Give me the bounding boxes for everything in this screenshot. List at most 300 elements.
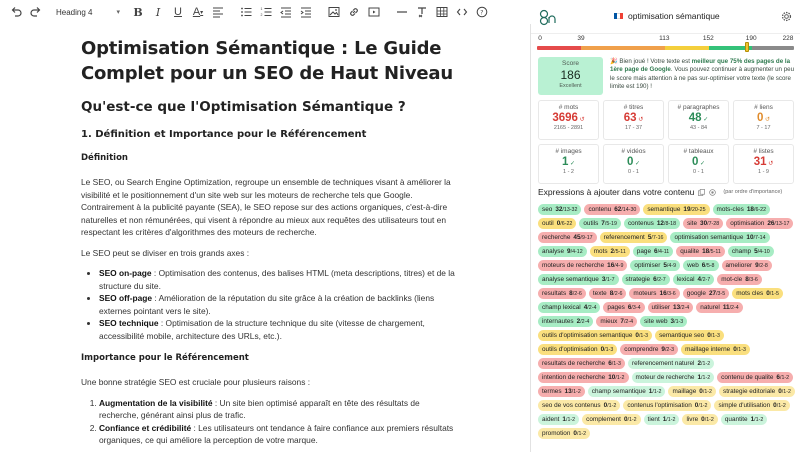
expression-count: 62 <box>614 206 622 213</box>
expression-count: 0 <box>600 346 605 353</box>
check-icon: ✓ <box>568 161 576 167</box>
expression-term: site web <box>644 318 668 325</box>
metric-value-number: 1 <box>561 156 569 168</box>
expression-range: /1-7 <box>605 277 615 283</box>
seo-panel <box>531 0 800 452</box>
editor-toolbar <box>0 0 530 24</box>
expression-count: 10 <box>608 374 616 381</box>
list-item[interactable] <box>99 422 461 447</box>
expression-count: 0 <box>733 346 737 353</box>
expression-range: /1-2 <box>702 389 712 395</box>
expression-count: 7 <box>620 318 624 325</box>
metric-label: # mots <box>558 104 579 111</box>
expression-term: recherche <box>542 234 571 241</box>
expression-chip[interactable] <box>670 232 769 243</box>
metric-card <box>733 144 794 184</box>
heading-select[interactable] <box>54 3 122 21</box>
expression-count: 2 <box>576 318 581 325</box>
scale-tick-label: 228 <box>782 35 794 42</box>
expression-chip[interactable] <box>538 428 590 439</box>
redo-icon[interactable] <box>26 2 46 22</box>
score-status: Excellent <box>559 83 582 89</box>
horizontal-rule-icon[interactable] <box>392 2 412 22</box>
expression-chip[interactable] <box>538 302 600 313</box>
expression-chip[interactable] <box>538 330 652 341</box>
expression-term: outils d'optimisation semantique <box>542 332 633 339</box>
metric-card <box>668 100 729 140</box>
expression-count: 11 <box>722 304 730 311</box>
expression-chip[interactable] <box>632 372 715 383</box>
metric-range: 0 - 1 <box>692 169 704 175</box>
expression-chip[interactable] <box>538 386 585 397</box>
expression-count: 12 <box>656 220 664 227</box>
list-item[interactable] <box>99 267 461 292</box>
undo-icon[interactable] <box>6 2 26 22</box>
expression-chip[interactable] <box>590 246 630 257</box>
underline-icon[interactable]: U <box>174 6 182 18</box>
expression-range: /8-18 <box>663 221 677 227</box>
expression-term: champ semantique <box>591 388 646 395</box>
italic-icon[interactable]: I <box>155 5 161 19</box>
expression-chip[interactable] <box>633 246 673 257</box>
metric-label: # images <box>555 148 582 155</box>
score-box <box>538 57 603 95</box>
metrics-grid <box>538 100 794 184</box>
seo-axes-list[interactable] <box>99 267 461 342</box>
expression-chip[interactable] <box>717 274 762 285</box>
expression-range: /1-2 <box>781 389 791 395</box>
expression-term: moteurs <box>633 290 657 297</box>
expression-chip[interactable] <box>579 218 621 229</box>
expression-chip[interactable] <box>721 414 767 425</box>
text-color-icon[interactable]: A ▾ <box>192 6 204 18</box>
expression-term: mot-cle <box>721 276 743 283</box>
numbered-list-icon[interactable] <box>256 2 276 22</box>
expression-term: maillage <box>672 388 697 395</box>
scale-tick-label: 39 <box>577 35 585 42</box>
expression-term: referencement <box>603 234 645 241</box>
metric-label: # paragraphes <box>677 104 720 111</box>
expression-count: 0 <box>603 402 608 409</box>
expression-chip[interactable] <box>538 372 629 383</box>
expression-chip[interactable] <box>624 218 680 229</box>
indent-icon[interactable] <box>296 2 316 22</box>
expression-term: moteurs de recherche <box>542 262 605 269</box>
expression-term: quantite <box>724 416 748 423</box>
metric-range: 2165 - 2891 <box>553 125 584 131</box>
expression-range: /5-11 <box>614 249 626 255</box>
expression-chip[interactable] <box>538 274 619 285</box>
metric-value-number: 63 <box>623 112 637 124</box>
expression-range: /1-3 <box>710 333 720 339</box>
expression-chip[interactable] <box>717 372 793 383</box>
expression-chip[interactable] <box>538 260 627 271</box>
help-icon[interactable] <box>472 2 492 22</box>
expressions-list <box>538 204 798 439</box>
target-keyword[interactable] <box>614 11 720 21</box>
expression-range: /4-10 <box>757 249 770 255</box>
expression-term: internautes <box>542 318 574 325</box>
expression-count: 2 <box>610 248 615 255</box>
expression-term: contenu <box>588 206 612 213</box>
metric-card <box>538 144 599 184</box>
expression-count: 1 <box>697 374 702 381</box>
expression-term: resultats de recherche <box>542 360 606 367</box>
expression-count: 0 <box>766 290 770 297</box>
app-logo-icon <box>538 8 556 26</box>
france-flag-icon <box>614 13 623 19</box>
expression-range: /5-19 <box>604 221 617 227</box>
scale-tick-label: 113 <box>659 35 670 42</box>
expression-chip[interactable] <box>683 288 729 299</box>
scale-tick-label: 190 <box>745 35 757 42</box>
expression-term: intention de recherche <box>542 374 606 381</box>
metric-value <box>734 112 793 124</box>
refresh-icon: ↺ <box>763 117 771 123</box>
expression-term: semantique seo <box>659 332 705 339</box>
expression-count: 5 <box>663 262 667 269</box>
metric-value <box>604 156 663 168</box>
expression-term: analyse <box>542 248 565 255</box>
expression-chip[interactable] <box>668 386 716 397</box>
metric-card <box>603 100 664 140</box>
expression-range: /3-4 <box>631 305 641 311</box>
expression-chip[interactable] <box>600 232 668 243</box>
metric-value <box>539 156 598 168</box>
score-label: Score <box>562 60 579 67</box>
expression-chip[interactable] <box>589 288 627 299</box>
score-message <box>610 58 796 92</box>
list-item-desc: : Un site bien optimisé apparaît en tête des résultats de recherche, générant ainsi plus de trafic. <box>99 397 420 420</box>
expression-term: outils <box>583 220 599 227</box>
expression-chip[interactable] <box>584 204 640 215</box>
expression-chip[interactable] <box>538 204 581 215</box>
expression-chip[interactable] <box>603 302 644 313</box>
expression-count: 13 <box>673 304 681 311</box>
expression-count: 9 <box>661 346 665 353</box>
align-icon[interactable] <box>208 2 228 22</box>
expression-term: contenu de qualite <box>721 374 774 381</box>
video-icon[interactable] <box>364 2 384 22</box>
expression-count: 6 <box>627 304 632 311</box>
expression-chip[interactable] <box>538 232 597 243</box>
expression-term: referencement naturel <box>631 360 695 367</box>
expression-range: /1-2 <box>701 375 711 381</box>
expression-range: /2-4 <box>587 305 597 311</box>
expression-count: 6 <box>653 276 657 283</box>
expression-term: optimiser <box>634 262 661 269</box>
expression-range: /2-4 <box>623 319 634 325</box>
heading-select-value: Heading 4 <box>56 7 93 17</box>
expression-range: /4-9 <box>614 263 624 269</box>
heading-3[interactable]: 1. Définition et Importance pour le Référencement <box>81 129 367 140</box>
expression-range: /4-11 <box>657 249 670 255</box>
expression-chip[interactable] <box>683 218 723 229</box>
expression-chip[interactable] <box>732 288 783 299</box>
expression-count: 0 <box>573 430 577 437</box>
expression-count: 27 <box>708 290 717 297</box>
bullet-list-icon[interactable] <box>236 2 256 22</box>
scale-tick-label: 152 <box>702 35 714 42</box>
expression-range: /1-3 <box>736 347 746 353</box>
expression-count: 16 <box>607 262 615 269</box>
list-item[interactable] <box>99 397 461 422</box>
expression-count: 0 <box>699 388 703 395</box>
expression-count: 7 <box>601 220 605 227</box>
expression-count: 19 <box>683 206 691 213</box>
expression-term: qualite <box>680 248 700 255</box>
expression-term: resultats <box>542 290 567 297</box>
expression-range: /2-8 <box>758 263 768 269</box>
expression-chip[interactable] <box>655 330 724 341</box>
expression-range: /1-2 <box>698 403 708 409</box>
expression-chip[interactable] <box>676 246 725 257</box>
expression-count: 8 <box>745 276 749 283</box>
paragraph[interactable]: Une bonne stratégie SEO est cruciale pour plusieurs raisons : <box>81 377 311 387</box>
expression-term: ameliorer <box>725 262 753 269</box>
toggle-icon[interactable] <box>709 189 716 196</box>
list-item-term: SEO technique <box>99 318 159 328</box>
expression-count: 8 <box>569 290 573 297</box>
expression-term: optimisation <box>730 220 765 227</box>
image-icon[interactable] <box>324 2 344 22</box>
score-value: 186 <box>560 68 581 82</box>
list-item-term: Confiance et crédibilité <box>99 422 192 433</box>
refresh-icon: ↺ <box>636 117 644 123</box>
expression-term: mieux <box>600 318 618 325</box>
table-icon[interactable] <box>432 2 452 22</box>
expression-count: 30 <box>700 220 708 227</box>
reasons-list[interactable] <box>99 397 461 447</box>
expression-chip[interactable] <box>722 260 772 271</box>
expression-term: google <box>686 290 706 297</box>
score-scale-bar <box>537 46 794 50</box>
metric-range: 1 - 2 <box>562 169 574 175</box>
expression-count: 1 <box>562 416 566 423</box>
metric-value-number: 31 <box>753 156 767 168</box>
expression-count: 13 <box>564 388 572 395</box>
expression-range: /2-3 <box>664 347 675 353</box>
expression-range: /3-6 <box>666 291 676 297</box>
expression-chip[interactable] <box>623 400 711 411</box>
expression-count: 6 <box>776 374 780 381</box>
expression-count: 0 <box>635 332 639 339</box>
heading-importance[interactable]: Importance pour le Référencement <box>81 353 249 363</box>
list-item[interactable] <box>99 317 461 342</box>
expression-count: 45 <box>573 234 581 241</box>
svg-text:1: 1 <box>260 7 263 11</box>
expression-term: web <box>687 262 699 269</box>
expression-range: /2-4 <box>729 305 739 311</box>
gear-icon[interactable] <box>781 11 792 22</box>
list-item-term: SEO off-page <box>99 293 153 303</box>
paragraph[interactable]: Le SEO peut se diviser en trois grands axes : <box>81 247 250 258</box>
metric-range: 43 - 84 <box>689 125 708 131</box>
svg-text:2: 2 <box>260 13 263 17</box>
metric-card <box>733 100 794 140</box>
expression-range: /9-17 <box>580 235 593 241</box>
expression-count: 9 <box>755 262 759 269</box>
expression-term: mots <box>593 248 608 255</box>
list-item-desc: : Optimisation des contenus, des balises HTML (meta descriptions, titres) et de la structure du site. <box>99 268 455 291</box>
expressions-header <box>538 187 798 197</box>
document-body[interactable] <box>81 36 461 452</box>
expression-range: /14-30 <box>621 207 637 213</box>
expression-chip[interactable] <box>538 414 579 425</box>
metric-card <box>668 144 729 184</box>
clear-format-icon[interactable] <box>412 2 432 22</box>
expression-range: /4-12 <box>570 249 583 255</box>
heading-2[interactable]: Qu'est-ce que l'Optimisation Sémantique ? <box>81 99 406 115</box>
expression-chip[interactable] <box>628 358 714 369</box>
expression-range: /1-2 <box>779 375 790 381</box>
bold-icon[interactable]: B <box>133 5 143 19</box>
expression-term: mots cles <box>736 290 764 297</box>
document-editor[interactable] <box>0 24 531 452</box>
expression-term: semantique <box>647 206 681 213</box>
expression-term: outils d'optimisation <box>542 346 598 353</box>
expression-count: 8 <box>609 290 614 297</box>
copy-icon[interactable] <box>698 189 705 196</box>
code-icon[interactable] <box>452 2 472 22</box>
expression-chip[interactable] <box>629 288 679 299</box>
metric-label: # titres <box>623 104 644 111</box>
expression-chip[interactable] <box>726 218 793 229</box>
list-item-desc: : Les utilisateurs ont tendance à faire confiance aux premiers résultats organiques, ce qui améliore la perception de votre marque. <box>99 422 454 445</box>
expression-term: mots-cles <box>716 206 744 213</box>
expression-count: 0 <box>778 388 782 395</box>
expression-range: /1-2 <box>576 431 587 437</box>
panel-header <box>531 0 800 34</box>
check-icon: ✓ <box>701 117 709 123</box>
expression-count: 2 <box>697 360 702 367</box>
metric-card <box>538 100 599 140</box>
refresh-icon: ↺ <box>577 117 585 123</box>
metric-value-number: 0 <box>626 156 634 168</box>
expression-chip[interactable] <box>640 316 687 327</box>
expression-count: 1 <box>662 416 667 423</box>
expression-range: /5-8 <box>705 263 715 269</box>
expression-range: /1-3 <box>638 333 649 339</box>
metric-value-number: 48 <box>688 112 702 124</box>
expression-chip[interactable] <box>538 358 625 369</box>
expression-range: /4-9 <box>666 263 677 269</box>
expression-range: /7-14 <box>753 235 766 241</box>
outdent-icon[interactable] <box>276 2 296 22</box>
expression-term: livre <box>686 416 699 423</box>
expression-range: /1-2 <box>607 403 617 409</box>
metric-value <box>734 156 793 168</box>
metric-value-number: 3696 <box>552 112 578 124</box>
svg-text:?: ? <box>480 9 484 17</box>
metric-label: # listes <box>753 148 774 155</box>
expression-term: naturel <box>700 304 720 311</box>
expression-chip[interactable] <box>682 414 717 425</box>
expression-chip[interactable] <box>644 414 680 425</box>
link-icon[interactable] <box>344 2 364 22</box>
metric-value <box>669 112 728 124</box>
document-title[interactable]: Optimisation Sémantique : Le Guide Complet pour un SEO de Haut Niveau <box>81 38 453 84</box>
expression-count: 26 <box>767 220 775 227</box>
expression-chip[interactable] <box>538 344 617 355</box>
expression-range: /1-2 <box>565 417 576 423</box>
expression-chip[interactable] <box>643 204 709 215</box>
expression-chip[interactable] <box>622 274 670 285</box>
expression-chip[interactable] <box>728 246 774 257</box>
expression-term: promotion <box>542 430 571 437</box>
expression-chip[interactable] <box>588 386 666 397</box>
expression-count: 1 <box>750 416 755 423</box>
expression-chip[interactable] <box>596 316 637 327</box>
expression-range: /1-2 <box>776 403 786 409</box>
paragraph[interactable]: Le SEO, ou Search Engine Optimization, regroupe un ensemble de techniques visant à améliorer la visibilité et le positionnement d'un site web sur les moteurs de recherche tels que Google. Contrairement à la publicité payante (SEA), le SEO repose sur des actions organiques, c'est-à-dire naturelles et non rémunérées, qui visent à répondre au mieux aux requêtes des utilisateurs tout en respectant les critères d'algorithmes des moteurs de recherche. <box>81 177 451 237</box>
expression-chip[interactable] <box>620 344 678 355</box>
metric-value <box>539 112 598 124</box>
expression-range: /1-2 <box>627 417 637 423</box>
expression-range: /1-3 <box>611 361 621 367</box>
expression-count: 16 <box>659 290 667 297</box>
scale-tick-label: 0 <box>538 35 542 42</box>
expression-chip[interactable] <box>714 400 789 411</box>
expression-count: 3 <box>670 318 675 325</box>
expression-chip[interactable] <box>648 302 694 313</box>
expression-chip[interactable] <box>538 400 620 411</box>
expression-term: simple d'utilisation <box>718 402 771 409</box>
expression-term: termes <box>542 388 562 395</box>
expression-range: /7-16 <box>651 235 664 241</box>
expression-count: 18 <box>746 206 754 213</box>
expression-term: outil <box>542 220 554 227</box>
expression-term: seo <box>542 206 553 213</box>
expression-chip[interactable] <box>538 316 593 327</box>
expression-term: page <box>636 248 651 255</box>
expression-term: site <box>687 220 698 227</box>
expression-chip[interactable] <box>538 246 587 257</box>
expression-term: pages <box>607 304 625 311</box>
metric-value <box>604 112 663 124</box>
expression-chip[interactable] <box>683 260 718 271</box>
expression-term: lexical <box>676 276 695 283</box>
expression-range: /2-7 <box>656 277 666 283</box>
expression-chip[interactable] <box>673 274 714 285</box>
chevron-down-icon: ▾ <box>116 9 120 16</box>
heading-definition[interactable]: Définition <box>81 153 128 163</box>
expression-range: /1-2 <box>666 417 676 423</box>
expression-term: optimisation semantique <box>674 234 744 241</box>
score-message-bold: meilleur que 75% des pages de la 1ère page de Google <box>610 58 791 74</box>
expression-term: champ <box>731 248 752 255</box>
expression-chip[interactable] <box>696 302 742 313</box>
metric-card <box>603 144 664 184</box>
expression-chip[interactable] <box>538 288 586 299</box>
expression-count: 0 <box>694 402 699 409</box>
expression-chip[interactable] <box>719 386 795 397</box>
expression-term: utiliser <box>651 304 671 311</box>
expression-count: 3 <box>601 276 606 283</box>
expression-chip[interactable] <box>538 218 576 229</box>
expression-range: /5-11 <box>709 249 721 255</box>
expression-chip[interactable] <box>630 260 680 271</box>
check-icon: ✓ <box>698 161 706 167</box>
expression-term: analyse semantique <box>542 276 599 283</box>
list-item[interactable] <box>99 292 461 317</box>
expression-chip[interactable] <box>582 414 641 425</box>
expression-range: /2-4 <box>580 319 590 325</box>
expression-chip[interactable] <box>681 344 750 355</box>
expression-chip[interactable] <box>713 204 771 215</box>
expression-term: champ lexical <box>542 304 581 311</box>
score-message-prefix: 🎉 Bien joué ! Votre texte est <box>610 58 692 65</box>
